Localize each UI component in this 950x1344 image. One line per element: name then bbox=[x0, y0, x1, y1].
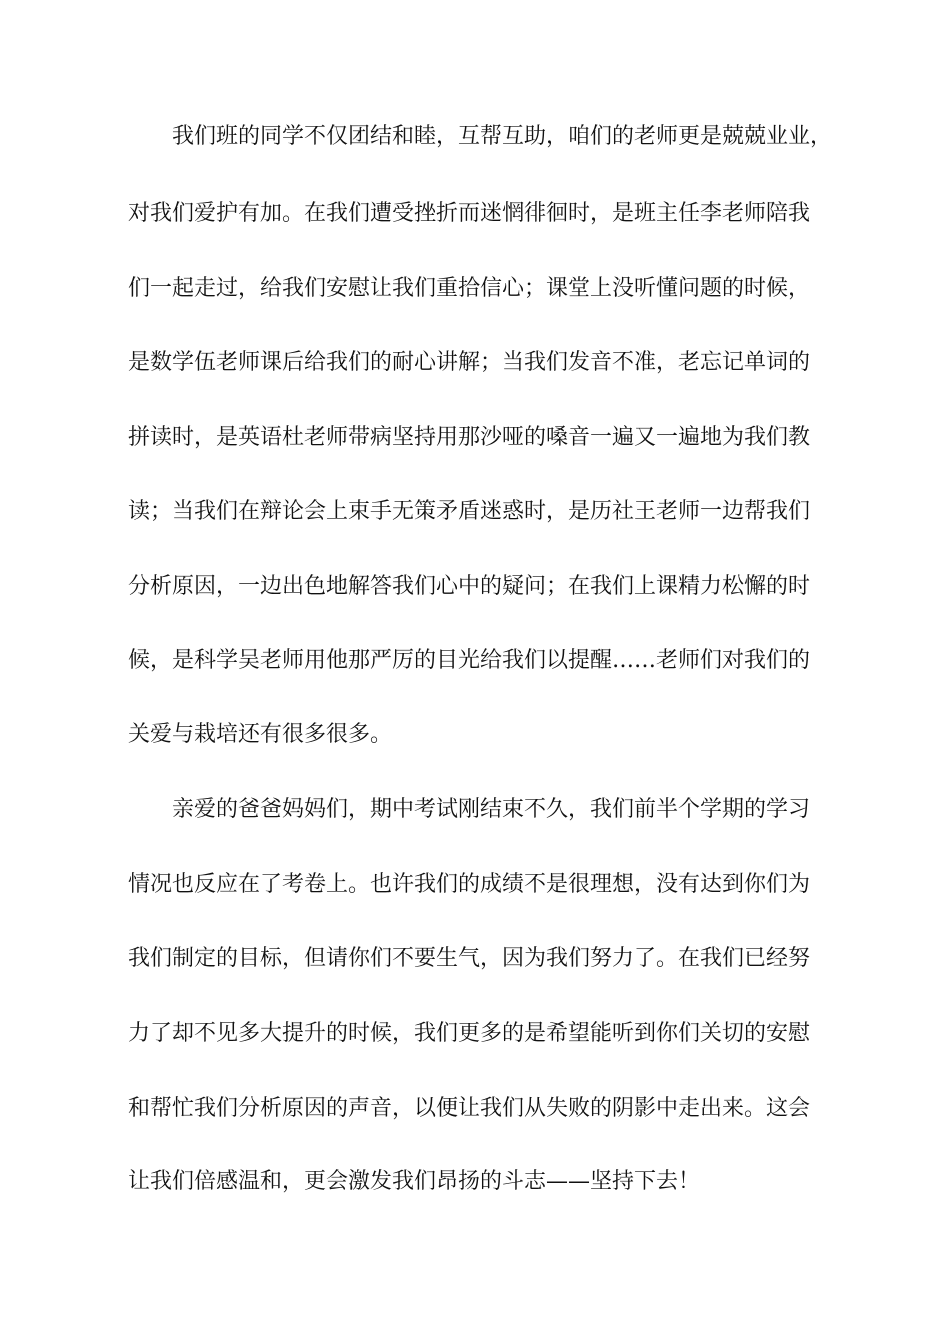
paragraph-line: 拼读时，是英语杜老师带病坚持用那沙哑的嗓音一遍又一遍地为我们教 bbox=[128, 425, 811, 450]
paragraph-line: 读；当我们在辩论会上束手无策矛盾迷惑时，是历社王老师一边帮我们 bbox=[128, 499, 811, 524]
paragraph-line: 亲爱的爸爸妈妈们，期中考试刚结束不久，我们前半个学期的学习 bbox=[172, 797, 811, 822]
paragraph-line: 对我们爱护有加。在我们遭受挫折而迷惘徘徊时，是班主任李老师陪我 bbox=[128, 201, 811, 226]
paragraph-line: 我们制定的目标，但请你们不要生气，因为我们努力了。在我们已经努 bbox=[128, 946, 811, 971]
paragraph-line: 让我们倍感温和，更会激发我们昂扬的斗志——坚持下去！ bbox=[128, 1169, 701, 1194]
paragraph-line: 关爱与栽培还有很多很多。 bbox=[128, 722, 393, 747]
paragraph-line: 们一起走过，给我们安慰让我们重拾信心；课堂上没听懂问题的时候， bbox=[128, 276, 811, 301]
paragraph-line: 分析原因，一边出色地解答我们心中的疑问；在我们上课精力松懈的时 bbox=[128, 574, 811, 599]
paragraph-line: 候，是科学吴老师用他那严厉的目光给我们以提醒……老师们对我们的 bbox=[128, 648, 811, 673]
paragraph-line: 我们班的同学不仅团结和睦，互帮互助，咱们的老师更是兢兢业业， bbox=[172, 124, 833, 149]
paragraph-line: 力了却不见多大提升的时候，我们更多的是希望能听到你们关切的安慰 bbox=[128, 1021, 811, 1046]
paragraph-line: 和帮忙我们分析原因的声音，以便让我们从失败的阴影中走出来。这会 bbox=[128, 1096, 811, 1121]
paragraph-line: 情况也反应在了考卷上。也许我们的成绩不是很理想，没有达到你们为 bbox=[128, 872, 811, 897]
paragraph-line: 是数学伍老师课后给我们的耐心讲解；当我们发音不准，老忘记单词的 bbox=[128, 350, 811, 375]
